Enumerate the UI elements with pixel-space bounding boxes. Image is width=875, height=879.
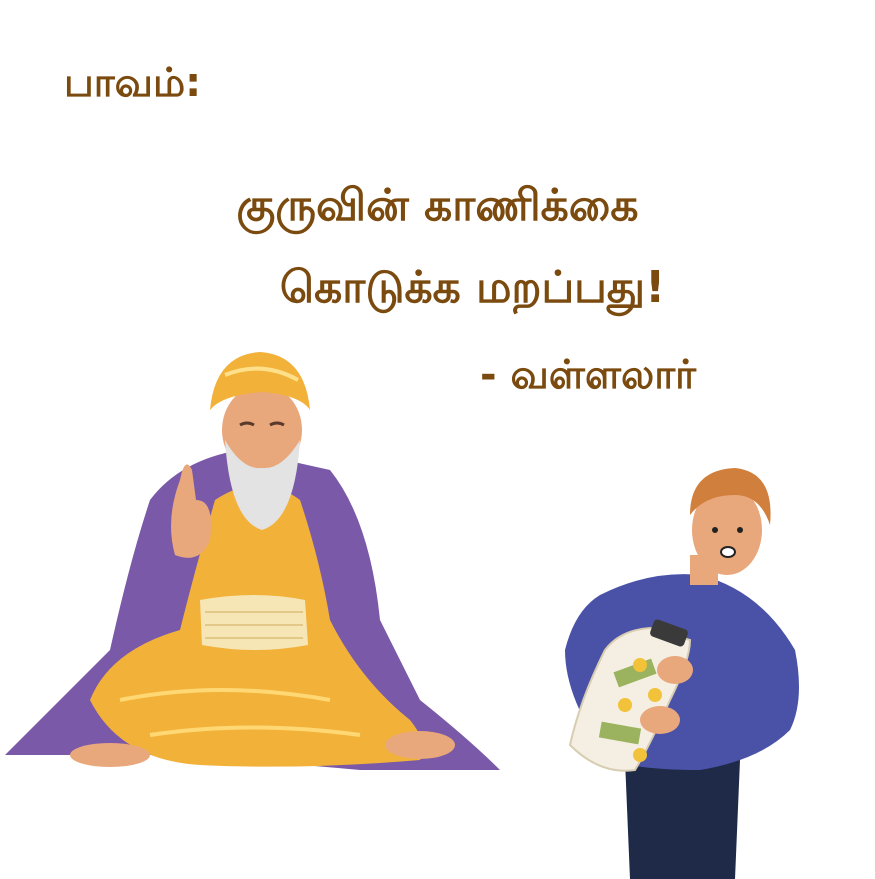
heading-title: பாவம்: — [64, 60, 202, 106]
quote-author: - வள்ளலார் — [480, 352, 696, 398]
quote-line-1: குருவின் காணிக்கை — [236, 180, 639, 231]
quote-line-2: கொடுக்க மறப்பது! — [279, 262, 666, 313]
